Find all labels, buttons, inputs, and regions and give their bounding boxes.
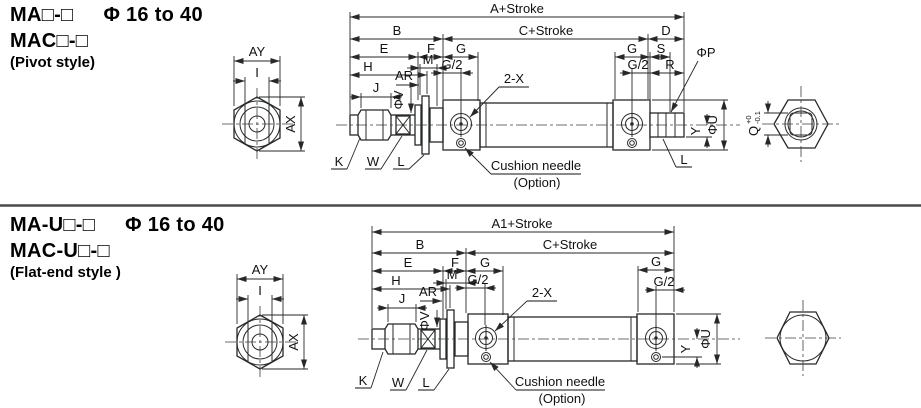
- top-style-note: (Pivot style): [10, 54, 96, 71]
- dim-g2-left: G/2: [441, 57, 463, 72]
- rear-port: [622, 111, 643, 137]
- top-model-code: MA□-□: [10, 4, 74, 26]
- dim-ax-bottom: AX: [286, 333, 301, 351]
- dim-j: J: [372, 80, 380, 95]
- dim-g-left: G: [455, 41, 467, 56]
- callout-l-front: L: [397, 154, 405, 169]
- dim-h: H: [363, 59, 373, 74]
- pivot-end-view: [744, 86, 840, 162]
- flat-end-dimensions: [355, 216, 721, 406]
- top-bore-range: Φ 16 to 40: [103, 4, 203, 26]
- dim-c-stroke-bottom: C+Stroke: [542, 237, 598, 252]
- dim-b: B: [392, 23, 402, 38]
- dim-m-bottom: M: [446, 267, 458, 282]
- dim-e: E: [379, 41, 389, 56]
- dim-i-bottom: I: [258, 283, 262, 298]
- dim-f-bottom: F: [451, 255, 459, 270]
- bottom-model-code-2: MAC-U□-□: [10, 240, 110, 262]
- pivot-style-drawing: [222, 1, 840, 190]
- dim-ay-bottom: AY: [251, 262, 269, 277]
- callout-w-bottom: W: [391, 375, 405, 390]
- dim-a-stroke: A+Stroke: [490, 1, 544, 16]
- callout-l-rear: L: [680, 152, 688, 167]
- rod-nut-end-view: [222, 44, 305, 160]
- dim-h-bottom: H: [391, 273, 401, 288]
- pivot-dimensions: [331, 1, 728, 190]
- dim-g2-right: G/2: [627, 57, 649, 72]
- dim-ay: AY: [248, 44, 266, 59]
- rear-cushion-needle: [628, 139, 637, 148]
- front-port-bottom: [476, 325, 497, 351]
- dim-q: Q: [746, 125, 761, 136]
- dim-g-left-bottom: G: [479, 255, 491, 270]
- dim-phi-v-bottom: ΦV: [417, 311, 432, 331]
- rear-port-bottom: [646, 325, 667, 351]
- dim-a1-stroke: A1+Stroke: [491, 216, 553, 231]
- cushion-needle-note: Cushion needle: [490, 158, 582, 173]
- top-model-code-2: MAC□-□: [10, 30, 89, 52]
- dim-i: I: [255, 65, 259, 80]
- dim-ar: AR: [394, 68, 414, 83]
- option-note-bottom: (Option): [538, 391, 586, 406]
- dim-f: F: [427, 41, 435, 56]
- dim-q-tol-upper: +0: [744, 115, 753, 124]
- dim-phi-p: ΦP: [696, 45, 716, 60]
- front-cushion-needle: [457, 139, 466, 148]
- dim-phi-v: ΦV: [391, 90, 406, 110]
- dim-b-bottom: B: [415, 237, 425, 252]
- rod-nut-end-view-bottom: [225, 262, 308, 378]
- dim-ax: AX: [283, 115, 298, 133]
- option-note: (Option): [513, 175, 561, 190]
- dim-m: M: [422, 52, 434, 67]
- port-callout-2x: 2-X: [503, 71, 525, 86]
- dim-y: Y: [688, 126, 703, 136]
- bottom-bore-range: Φ 16 to 40: [125, 214, 225, 236]
- cushion-needle-note-bottom: Cushion needle: [514, 374, 606, 389]
- dim-g2-right-bottom: G/2: [653, 274, 675, 289]
- front-port: [451, 111, 472, 137]
- callout-k-bottom: K: [358, 373, 368, 388]
- flat-end-style-drawing: [225, 216, 841, 406]
- dim-s: S: [656, 41, 666, 56]
- dim-g2-left-bottom: G/2: [467, 272, 489, 287]
- dim-y-bottom: Y: [678, 344, 693, 354]
- dim-q-tol-lower: -0.1: [753, 111, 762, 124]
- dim-r: R: [665, 57, 675, 72]
- dim-c-stroke: C+Stroke: [518, 23, 574, 38]
- rear-cushion-needle-bottom: [652, 353, 661, 362]
- front-cushion-needle-bottom: [482, 353, 491, 362]
- callout-l-bottom: L: [422, 375, 430, 390]
- callout-w: W: [366, 154, 380, 169]
- dim-d: D: [661, 23, 671, 38]
- dim-phi-u-bottom: ΦU: [698, 329, 713, 349]
- dim-g-right: G: [626, 41, 638, 56]
- dim-phi-u: ΦU: [705, 115, 720, 135]
- dim-e-bottom: E: [403, 255, 413, 270]
- flat-end-view: [765, 300, 841, 376]
- dim-g-right-bottom: G: [650, 254, 662, 269]
- dim-q-group: [744, 111, 762, 136]
- dim-j-bottom: J: [398, 291, 406, 306]
- dim-ar-bottom: AR: [418, 284, 438, 299]
- bottom-style-note: (Flat-end style ): [10, 264, 121, 281]
- port-callout-2x-bottom: 2-X: [531, 285, 553, 300]
- bottom-model-code: MA-U□-□: [10, 214, 96, 236]
- callout-k: K: [334, 154, 344, 169]
